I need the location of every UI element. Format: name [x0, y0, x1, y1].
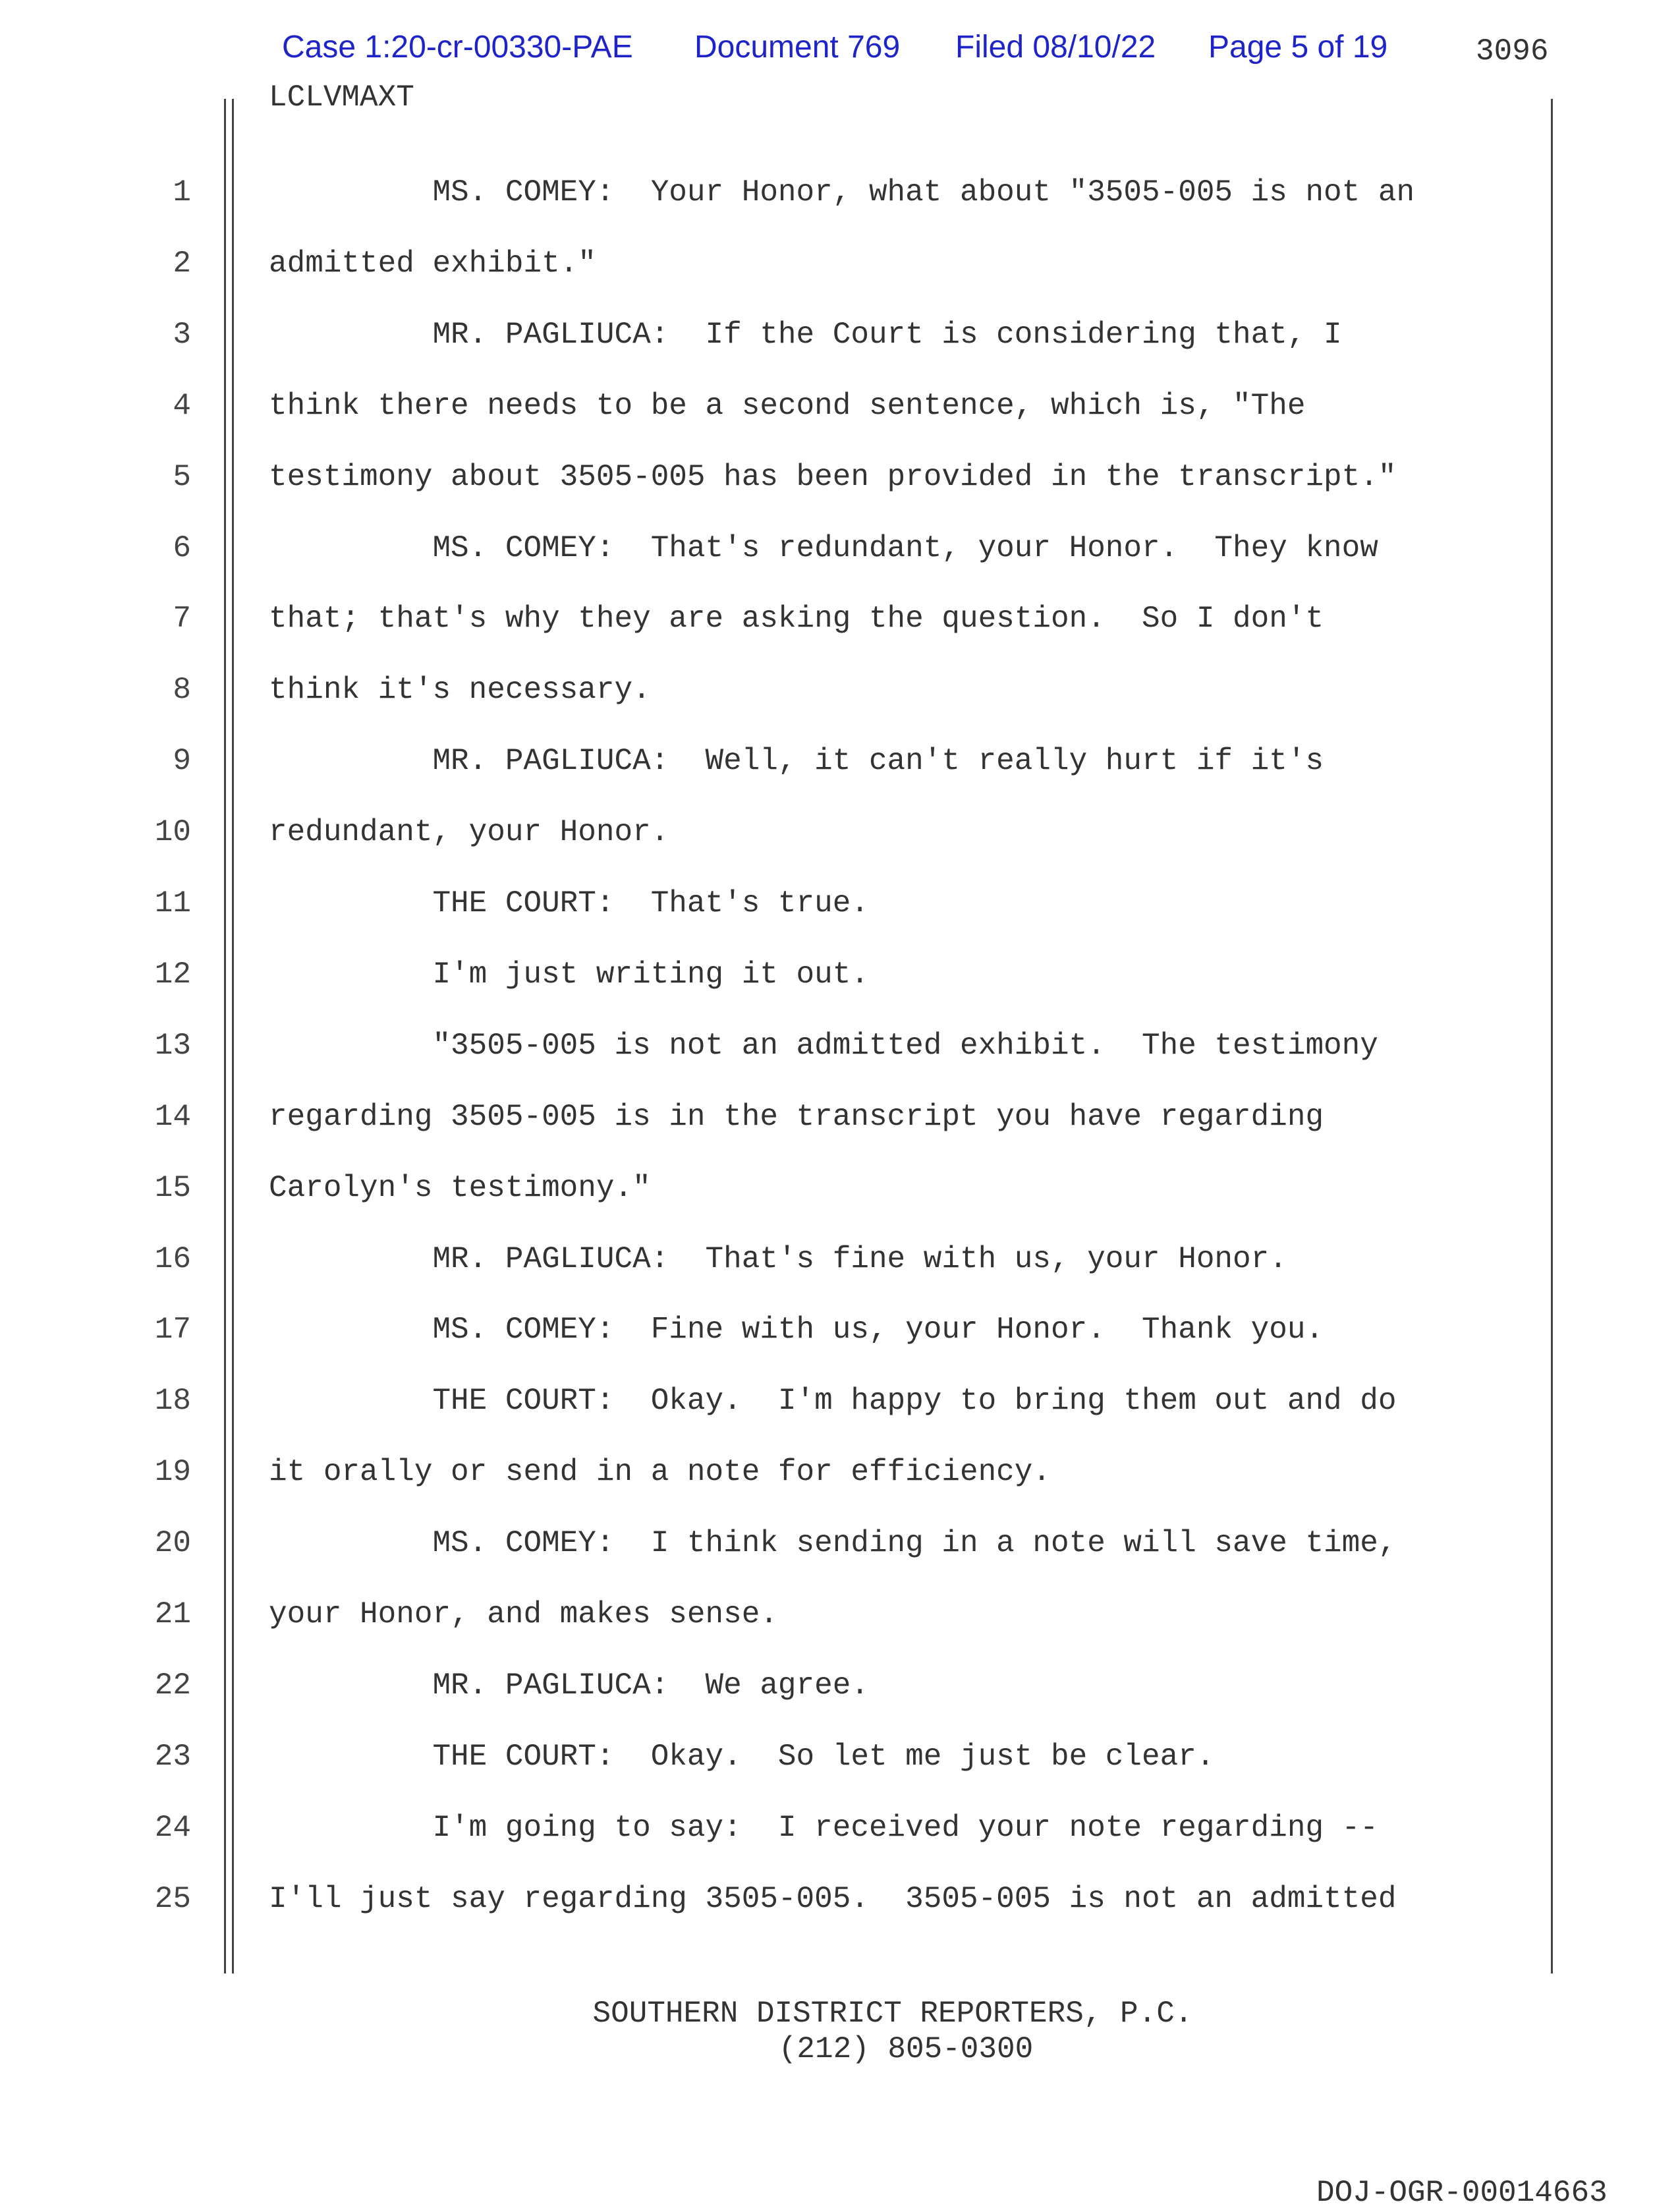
line-number: 22: [154, 1668, 191, 1703]
line-number: 7: [173, 602, 191, 636]
bates-number: DOJ-OGR-00014663: [1316, 2176, 1608, 2210]
transcript-line: I'm going to say: I received your note regarding --: [269, 1811, 1378, 1845]
transcript-line: testimony about 3505-005 has been provided in the transcript.": [269, 460, 1397, 494]
line-number: 13: [154, 1029, 191, 1063]
transcript-line: that; that's why they are asking the question. So I don't: [269, 602, 1324, 636]
page-indicator: Page 5 of 19: [1208, 30, 1388, 65]
line-number: 11: [154, 886, 191, 921]
line-number: 23: [154, 1740, 191, 1774]
line-number: 2: [173, 246, 191, 281]
transcript-line: MS. COMEY: That's redundant, your Honor. They know: [269, 531, 1378, 565]
transcript-line: I'll just say regarding 3505-005. 3505-005 is not an admitted: [269, 1882, 1397, 1916]
transcript-line: THE COURT: That's true.: [269, 886, 869, 921]
transcript-line: THE COURT: Okay. So let me just be clear.: [269, 1740, 1215, 1774]
transcript-line: redundant, your Honor.: [269, 815, 669, 849]
case-number: Case 1:20-cr-00330-PAE: [282, 30, 633, 65]
line-number: 9: [173, 744, 191, 778]
line-number: 25: [154, 1882, 191, 1916]
filed-date: Filed 08/10/22: [955, 30, 1156, 65]
line-number: 8: [173, 673, 191, 707]
transcript-page-number: 3096: [1476, 34, 1549, 69]
transcript-line: regarding 3505-005 is in the transcript you have regarding: [269, 1100, 1324, 1134]
running-head: LCLVMAXT: [269, 80, 414, 115]
line-number: 4: [173, 389, 191, 423]
line-number: 3: [173, 318, 191, 352]
line-number: 21: [154, 1597, 191, 1631]
line-number: 17: [154, 1313, 191, 1347]
transcript-line: MS. COMEY: I think sending in a note will save time,: [269, 1526, 1397, 1560]
transcript-line: MS. COMEY: Fine with us, your Honor. Thank you.: [269, 1313, 1324, 1347]
line-number: 6: [173, 531, 191, 565]
transcript-line: it orally or send in a note for efficiency.: [269, 1455, 1051, 1489]
line-number: 16: [154, 1242, 191, 1276]
reporter-name: SOUTHERN DISTRICT REPORTERS, P.C.: [592, 1997, 1193, 2031]
line-number: 24: [154, 1811, 191, 1845]
transcript-line: I'm just writing it out.: [269, 957, 869, 992]
line-number: 15: [154, 1171, 191, 1205]
line-number: 1: [173, 175, 191, 210]
transcript-line: "3505-005 is not an admitted exhibit. The testimony: [269, 1029, 1378, 1063]
transcript-line: admitted exhibit.": [269, 246, 596, 281]
line-number: 18: [154, 1384, 191, 1418]
line-number: 10: [154, 815, 191, 849]
line-number: 12: [154, 957, 191, 992]
left-margin-rule-inner: [232, 99, 234, 1973]
transcript-line: your Honor, and makes sense.: [269, 1597, 778, 1631]
transcript-line: MS. COMEY: Your Honor, what about "3505-005 is not an: [269, 175, 1415, 210]
transcript-line: MR. PAGLIUCA: Well, it can't really hurt if it's: [269, 744, 1324, 778]
line-number: 14: [154, 1100, 191, 1134]
line-number: 20: [154, 1526, 191, 1560]
left-margin-rule: [224, 99, 226, 1973]
line-number: 5: [173, 460, 191, 494]
right-margin-rule: [1551, 99, 1553, 1973]
document-number: Document 769: [694, 30, 901, 65]
transcript-line: MR. PAGLIUCA: That's fine with us, your Honor.: [269, 1242, 1287, 1276]
line-number: 19: [154, 1455, 191, 1489]
transcript-line: MR. PAGLIUCA: If the Court is considering that, I: [269, 318, 1342, 352]
transcript-line: think it's necessary.: [269, 673, 651, 707]
transcript-line: think there needs to be a second sentence, which is, "The: [269, 389, 1306, 423]
transcript-line: Carolyn's testimony.": [269, 1171, 651, 1205]
transcript-line: MR. PAGLIUCA: We agree.: [269, 1668, 869, 1703]
transcript-line: THE COURT: Okay. I'm happy to bring them out and do: [269, 1384, 1397, 1418]
reporter-phone: (212) 805-0300: [778, 2032, 1034, 2066]
